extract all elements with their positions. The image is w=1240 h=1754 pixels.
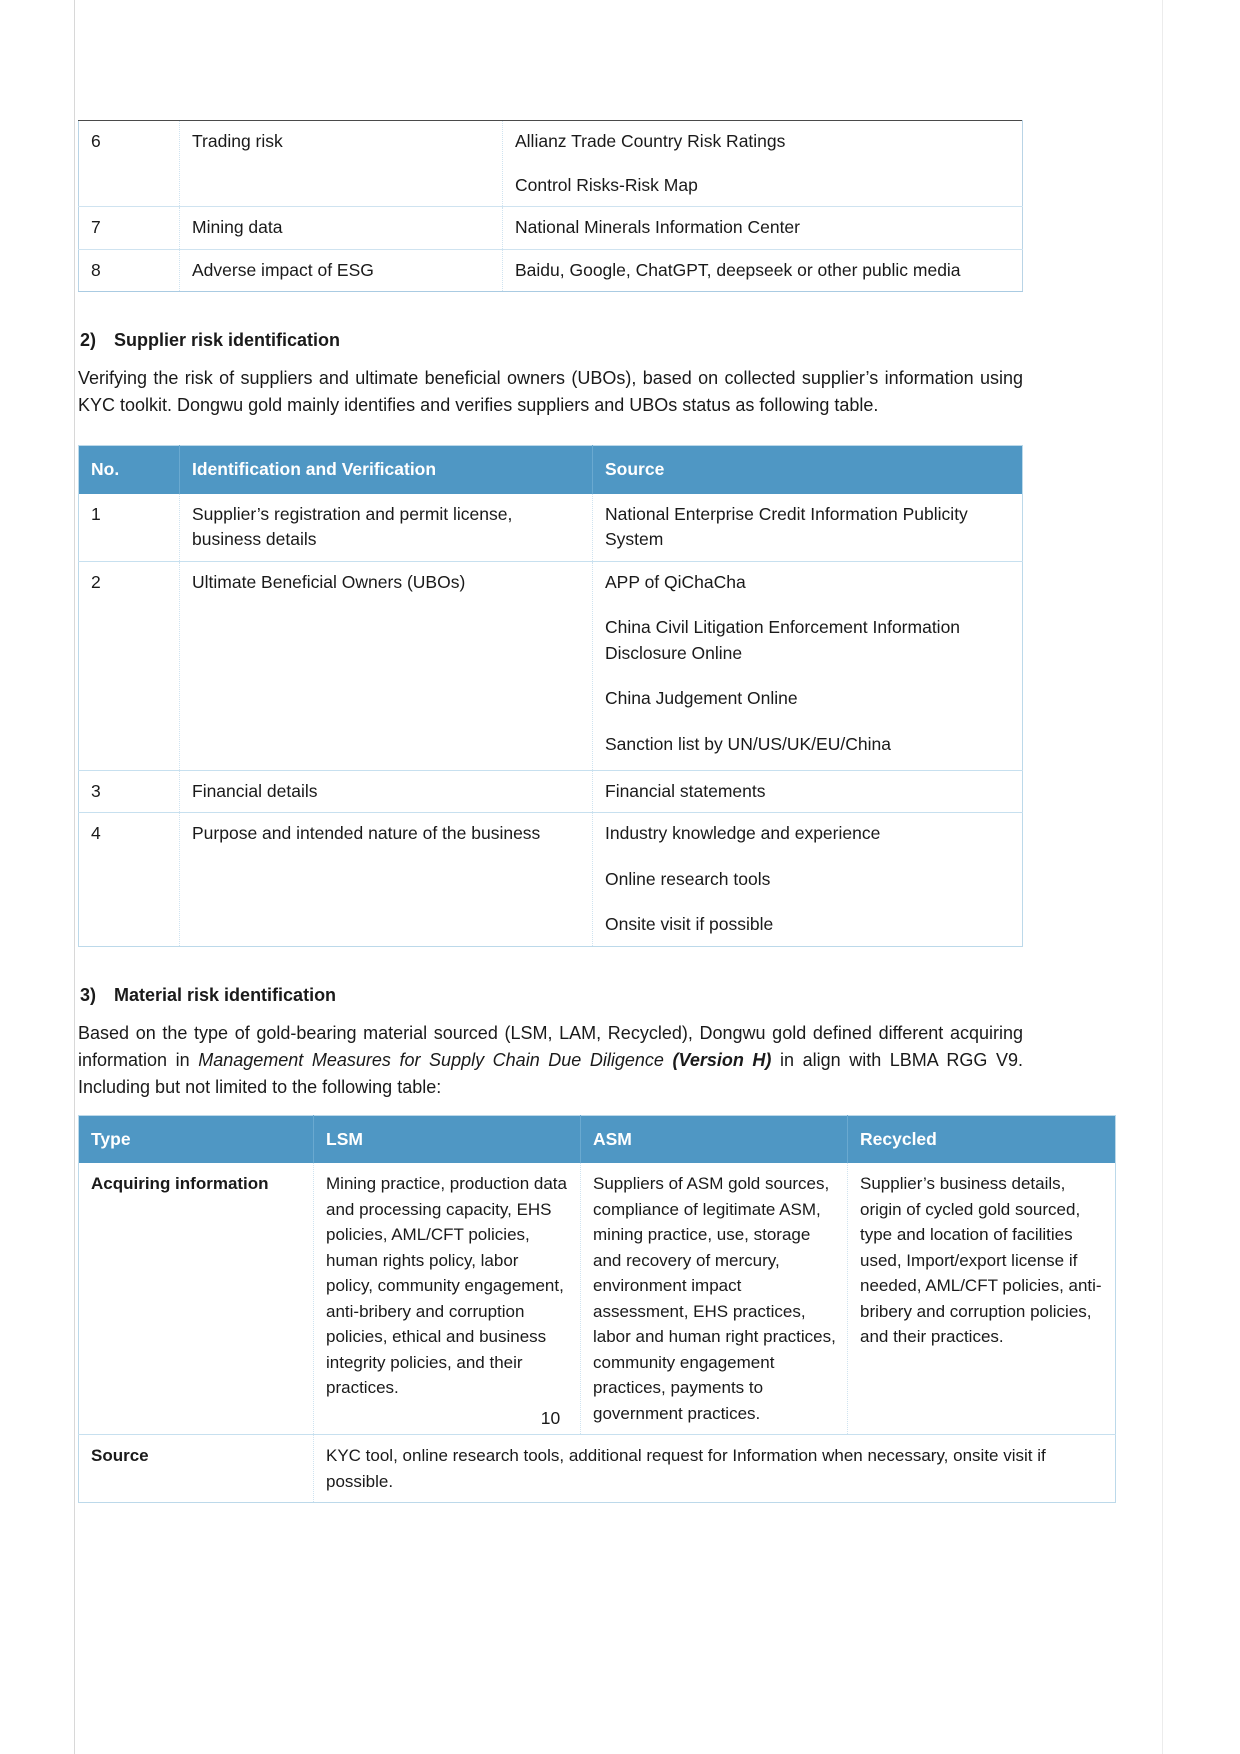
section-3-title: Material risk identification xyxy=(114,984,337,1005)
row-source xyxy=(503,207,1023,250)
table-row xyxy=(79,249,1023,292)
row-source xyxy=(593,813,1023,947)
row-identification: Supplier’s registration and permit license, business details xyxy=(180,494,593,562)
row-recycled-content: Supplier’s business details, origin of cycled gold sourced, type and location of facilities used, Import/export license if needed, AML/CFT policies, anti-bribery and corruption policies, and their practices. xyxy=(848,1163,1116,1435)
section-2-title: Supplier risk identification xyxy=(114,330,341,351)
section-3-paragraph-version: (Version H) xyxy=(672,1049,772,1070)
header-type: Type xyxy=(79,1115,314,1163)
header-lsm: LSM xyxy=(314,1115,581,1163)
header-source: Source xyxy=(593,446,1023,494)
source-line: Sanction list by UN/US/UK/EU/China xyxy=(605,734,891,755)
section-3-heading xyxy=(78,985,1023,1006)
row-number: 3 xyxy=(79,770,180,813)
header-no: No. xyxy=(79,446,180,494)
table-row xyxy=(79,207,1023,250)
document-page xyxy=(78,0,1162,1754)
row-source xyxy=(503,249,1023,292)
page-content xyxy=(78,120,1102,1503)
row-source xyxy=(593,561,1023,770)
table-header-row xyxy=(79,1115,1116,1163)
table-row xyxy=(79,1163,1116,1435)
source-line: Baidu, Google, ChatGPT, deepseek or other public media xyxy=(515,259,961,280)
table-row xyxy=(79,813,1023,947)
row-risk-type: Mining data xyxy=(180,207,503,250)
supplier-identification-table xyxy=(78,445,1023,947)
source-line: National Minerals Information Center xyxy=(515,217,800,238)
section-2-heading xyxy=(78,330,1023,351)
row-number: 2 xyxy=(79,561,180,770)
section-3-paragraph-part1: Based on the type of gold-bearing material sourced (LSM, LAM, Recycled), Dongwu gold defined different acquiring information in xyxy=(78,1022,1023,1070)
table-row xyxy=(79,1435,1116,1503)
row-identification: Purpose and intended nature of the business xyxy=(180,813,593,947)
header-identification: Identification and Verification xyxy=(180,446,593,494)
source-line: APP of QiChaCha xyxy=(605,571,746,592)
material-risk-table xyxy=(78,1115,1116,1504)
section-3-paragraph xyxy=(78,1020,1023,1101)
row-lsm-content: Mining practice, production data and processing capacity, EHS policies, AML/CFT policies, human rights policy, labor policy, community engagement, anti-bribery and corruption policies, ethical and business integrity policies, and their practices. xyxy=(314,1163,581,1435)
page-number: 10 xyxy=(540,1408,561,1428)
row-source xyxy=(503,121,1023,207)
source-line: Financial statements xyxy=(605,780,766,801)
source-line: China Judgement Online xyxy=(605,688,798,709)
table-row xyxy=(79,121,1023,207)
section-2-number: 2) xyxy=(80,330,97,351)
scan-page-left-edge xyxy=(74,0,75,1754)
table-row xyxy=(79,561,1023,770)
source-line: Control Risks-Risk Map xyxy=(515,174,698,195)
source-line: Allianz Trade Country Risk Ratings xyxy=(515,131,786,151)
row-identification: Ultimate Beneficial Owners (UBOs) xyxy=(180,561,593,770)
row-label-source: Source xyxy=(79,1435,314,1503)
row-number: 4 xyxy=(79,813,180,947)
row-identification: Financial details xyxy=(180,770,593,813)
row-label-acquiring-information: Acquiring information xyxy=(79,1163,314,1435)
risk-source-continued-table xyxy=(78,120,1023,292)
row-source xyxy=(593,770,1023,813)
source-line: Onsite visit if possible xyxy=(605,914,774,935)
row-number: 8 xyxy=(79,249,180,292)
table-row xyxy=(79,494,1023,562)
header-recycled: Recycled xyxy=(848,1115,1116,1163)
row-source xyxy=(593,494,1023,562)
table-header-row xyxy=(79,446,1023,494)
source-line: Online research tools xyxy=(605,868,771,889)
scan-page-right-edge xyxy=(1162,0,1163,1754)
header-asm: ASM xyxy=(581,1115,848,1163)
row-risk-type: Trading risk xyxy=(180,121,503,207)
section-2-paragraph: Verifying the risk of suppliers and ultimate beneficial owners (UBOs), based on collected supplier’s information using KYC toolkit. Dongwu gold mainly identifies and verifies suppliers and UBOs status as following table. xyxy=(78,368,1023,416)
section-3-number: 3) xyxy=(80,984,97,1005)
section-3-paragraph-italic: Management Measures for Supply Chain Due Diligence xyxy=(198,1049,673,1070)
row-number: 1 xyxy=(79,494,180,562)
section-3-paragraph-part2: in align with LBMA RGG V9. Including but not limited to the following table: xyxy=(78,1049,1023,1097)
table-row xyxy=(79,770,1023,813)
source-line: National Enterprise Credit Information Publicity System xyxy=(605,503,968,550)
row-number: 6 xyxy=(79,121,180,207)
row-risk-type: Adverse impact of ESG xyxy=(180,249,503,292)
row-number: 7 xyxy=(79,207,180,250)
source-line: Industry knowledge and experience xyxy=(605,823,881,844)
row-source-content: KYC tool, online research tools, additional request for Information when necessary, onsite visit if possible. xyxy=(326,1446,1046,1491)
row-asm-content: Suppliers of ASM gold sources, compliance of legitimate ASM, mining practice, use, storage and recovery of mercury, environment impact assessment, EHS practices, labor and human right practices, community engagement practices, payments to government practices. xyxy=(581,1163,848,1435)
source-line: China Civil Litigation Enforcement Information Disclosure Online xyxy=(605,617,961,663)
